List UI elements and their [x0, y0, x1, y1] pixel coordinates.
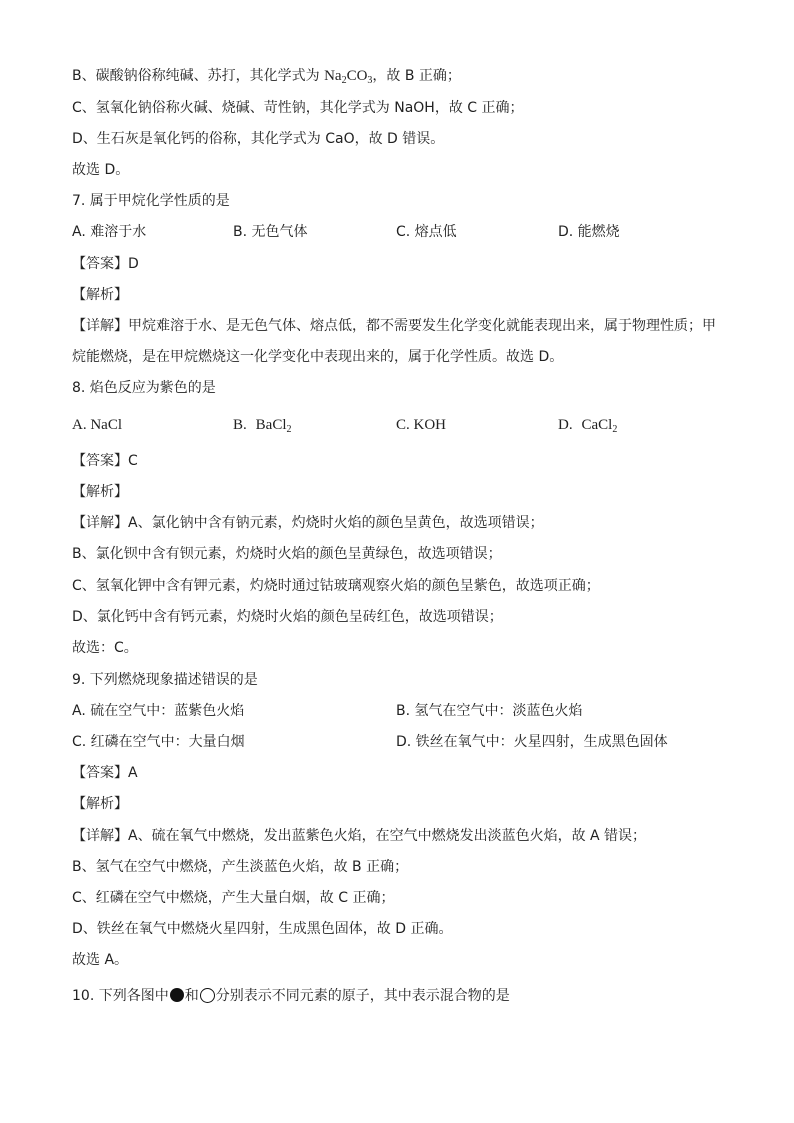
q8-analysis-heading: 【解析】 [72, 484, 128, 500]
q8-detail-c: C、氢氧化钾中含有钾元素，灼烧时通过钴玻璃观察火焰的颜色呈紫色，故选项正确； [72, 578, 600, 594]
q7-answer: 【答案】D [72, 256, 139, 272]
black-atom-icon [170, 988, 184, 1002]
q9-detail-b: B、氢气在空气中燃烧，产生淡蓝色火焰，故 B 正确； [72, 859, 409, 875]
q6-option-d-explanation: D、生石灰是氧化钙的俗称，其化学式为 CaO，故 D 错误。 [72, 131, 445, 147]
q9-option-a: A. 硫在空气中：蓝紫色火焰 [72, 703, 245, 719]
q8-conclusion: 故选：C。 [72, 640, 138, 656]
q8-detail-b: B、氯化钡中含有钡元素，灼烧时火焰的颜色呈黄绿色，故选项错误； [72, 546, 502, 562]
q7-option-b: B. 无色气体 [233, 224, 308, 240]
white-atom-icon [200, 988, 215, 1003]
q6-conclusion: 故选 D。 [72, 162, 130, 178]
q8-option-a: A. NaCl [72, 417, 122, 433]
q8-stem: 8. 焰色反应为紫色的是 [72, 380, 216, 396]
q9-detail-a: 【详解】A、硫在氧气中燃烧，发出蓝紫色火焰，在空气中燃烧发出淡蓝色火焰，故 A 错误； [72, 828, 647, 844]
q6-option-c-explanation: C、氢氧化钠俗称火碱、烧碱、苛性钠，其化学式为 NaOH，故 C 正确； [72, 100, 524, 116]
q9-detail-d: D、铁丝在氧气中燃烧火星四射，生成黑色固体，故 D 正确。 [72, 921, 453, 937]
q8-option-d: D. CaCl$_2$ [558, 417, 618, 435]
q8-option-b: B. BaCl$_2$ [233, 417, 292, 435]
q7-option-a: A. 难溶于水 [72, 224, 147, 240]
q7-analysis-heading: 【解析】 [72, 287, 128, 303]
q7-option-c: C. 熔点低 [396, 224, 457, 240]
q9-analysis-heading: 【解析】 [72, 796, 128, 812]
q9-stem: 9. 下列燃烧现象描述错误的是 [72, 672, 258, 688]
q10-stem: 10. 下列各图中 和 分别表示不同元素的原子，其中表示混合物的是 [72, 988, 510, 1004]
q7-detail-line-1: 【详解】甲烷难溶于水、是无色气体、熔点低，都不需要发生化学变化就能表现出来，属于物理性质；甲 [72, 318, 716, 334]
q8-detail-a: 【详解】A、氯化钠中含有钠元素，灼烧时火焰的颜色呈黄色，故选项错误； [72, 515, 544, 531]
q7-option-d: D. 能燃烧 [558, 224, 620, 240]
q8-option-c: C. KOH [396, 417, 447, 433]
q9-detail-c: C、红磷在空气中燃烧，产生大量白烟，故 C 正确； [72, 890, 395, 906]
q9-conclusion: 故选 A。 [72, 952, 129, 968]
q8-detail-d: D、氯化钙中含有钙元素，灼烧时火焰的颜色呈砖红色，故选项错误； [72, 609, 503, 625]
q8-answer: 【答案】C [72, 453, 138, 469]
q9-option-b: B. 氢气在空气中：淡蓝色火焰 [396, 703, 583, 719]
q7-detail-line-2: 烷能燃烧，是在甲烷燃烧这一化学变化中表现出来的，属于化学性质。故选 D。 [72, 349, 564, 365]
q9-option-d: D. 铁丝在氧气中：火星四射，生成黑色固体 [396, 734, 668, 750]
q6-option-b-explanation: B、碳酸钠俗称纯碱、苏打，其化学式为 $Na_2CO_3$，故 B 正确； [72, 68, 461, 86]
q9-option-c: C. 红磷在空气中：大量白烟 [72, 734, 245, 750]
q9-answer: 【答案】A [72, 765, 138, 781]
q7-stem: 7. 属于甲烷化学性质的是 [72, 193, 230, 209]
